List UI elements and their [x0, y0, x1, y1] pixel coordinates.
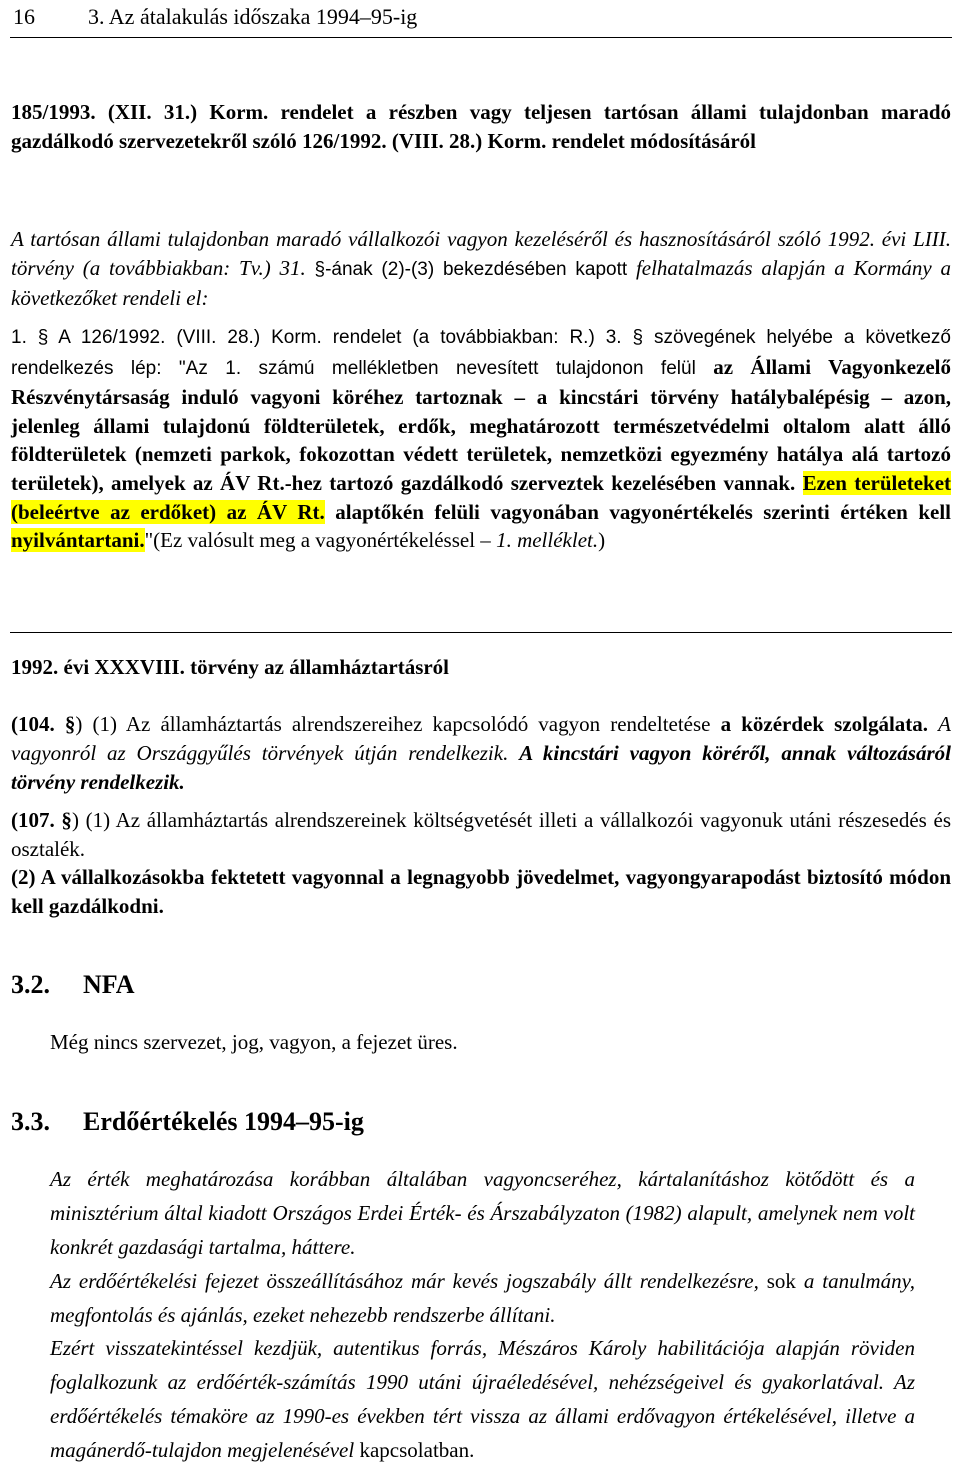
section-3-2-text: Még nincs szervezet, jog, vagyon, a fejezet üres.: [50, 1030, 458, 1054]
section-3-3-paragraph-1: Az érték meghatározása korábban általában vagyoncseréhez, kártalanításhoz kötődött és a minisztérium által kiadott Országos Erdei Érték- és Árszabályzaton (1982) alapult, amelynek nem volt konkrét gazdasági tartalma, háttere.: [50, 1167, 915, 1259]
law-paragraph-107-1: (107. §) (1) Az államháztartás alrendszereinek költségvetését illeti a vállalkozói vagyonuk utáni részesedés és osztalék.: [11, 808, 951, 861]
section-3-3-paragraph-3: Ezért visszatekintéssel kezdjük, autentikus forrás, Mészáros Károly habilitációja alapján röviden foglalkozunk az erdőérték-számítás 1990 utáni újraéledésével, nehézségeivel és gyakorlatával. Az erdőértékelés témaköre az 1990-es években tért vissza az állami erdővagyon értékelésével, illetve a magánerdő-tulajdon megjelenésével kapcsolatban.: [50, 1336, 915, 1462]
highlight: Ezen területeket (beleértve az erdőket) az ÁV Rt.: [11, 470, 952, 524]
page-number: 16: [13, 4, 35, 29]
section-divider: [10, 632, 952, 633]
decree-preamble: A tartósan állami tulajdonban maradó vállalkozói vagyon kezeléséről és hasznosításáról szóló 1992. évi LIII. törvény (a továbbiakban: Tv.) 31. §-ának (2)-(3) bekezdésében kapott felhatalmazás alapján a Kormány a következőket rendeli el:: [11, 227, 951, 310]
section-heading-3-2: 3.2. NFA: [11, 970, 135, 999]
decree-amendment: 1. § A 126/1992. (VIII. 28.) Korm. rendelet (a továbbiakban: R.) 3. § szövegének helyébe a következő rendelkezés lép: "Az 1. számú mellékletben nevesített tulajdonon felül az Állami Vagyonkezelő Részvénytársaság induló vagyoni köréhez tartoznak – a kincstári törvény hatálybalépésig – azon, jelenleg állami tulajdonú földterületek, erdők, meghatározott természetvédelmi oltalom alatt álló földterületek (nemzeti parkok, fokozottan védett területek, nemzetközi egyezmény hatálya alá tartozó területek), amelyek az ÁV Rt.-hez tartozó gazdálkodó szerveztek kezelésében vannak. Ezen területeket (beleértve az erdőket) az ÁV Rt. alaptőkén felüli vagyonában vagyonértékelés szerinti értéken kell nyilvántartani."(Ez valósult meg a vagyonértékeléssel – 1. melléklet.): [11, 327, 952, 553]
law-paragraph-104: (104. §) (1) Az államháztartás alrendszereihez kapcsolódó vagyon rendeltetése a közérdek szolgálata. A vagyonról az Országgyűlés törvények útján rendelkezik. A kincstári vagyon köréről, annak változásáról törvény rendelkezik.: [11, 712, 951, 794]
section-heading-3-3: 3.3. Erdőértékelés 1994–95-ig: [11, 1107, 364, 1136]
highlight: nyilvántartani.: [11, 528, 145, 553]
header-divider: [10, 37, 952, 38]
chapter-title: 3. Az átalakulás időszaka 1994–95-ig: [88, 4, 418, 29]
section-3-3-paragraph-2: Az erdőértékelési fejezet összeállításához már kevés jogszabály állt rendelkezésre, sok a tanulmány, megfontolás és ajánlás, ezeket nehezebb rendszerbe állítani.: [50, 1269, 915, 1327]
decree-title: 185/1993. (XII. 31.) Korm. rendelet a részben vagy teljesen tartósan állami tulajdonban maradó gazdálkodó szervezetekről szóló 126/1992. (VIII. 28.) Korm. rendelet módosításáról: [11, 100, 951, 153]
law-paragraph-107-2: (2) A vállalkozásokba fektetett vagyonnal a legnagyobb jövedelmet, vagyongyarapodást biztosító módon kell gazdálkodni.: [11, 865, 951, 918]
running-header: [0, 0, 960, 40]
law-title: 1992. évi XXXVIII. törvény az államháztartásról: [11, 655, 450, 679]
